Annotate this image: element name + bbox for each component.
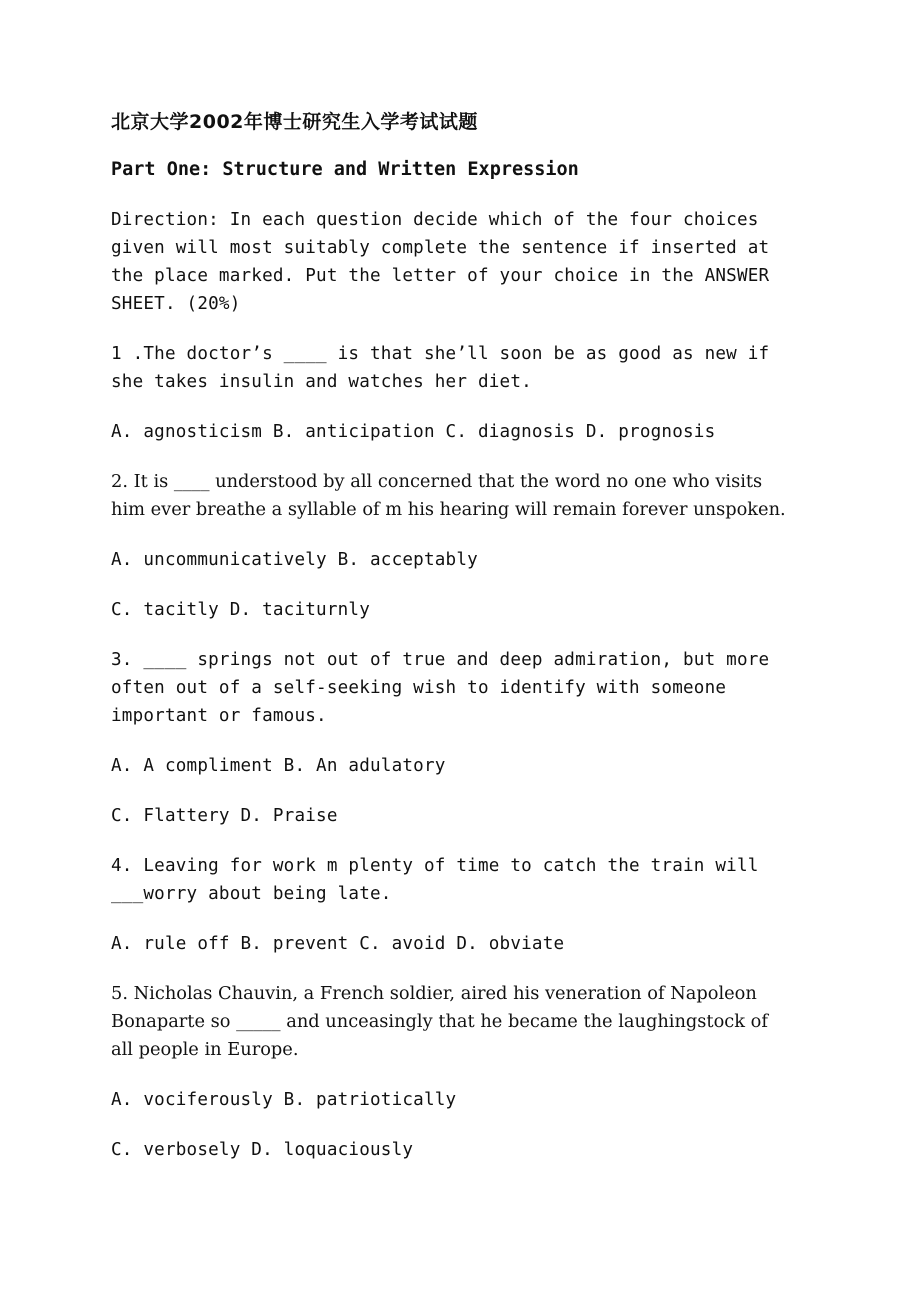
part-heading: Part One: Structure and Written Expression bbox=[111, 159, 579, 180]
direction-text: Direction: In each question decide which of the four choices given will most suitably complete the sentence if inserted at the place marked. Put the letter of your choice in the ANSWER SHEET. (20%) bbox=[111, 210, 781, 314]
question-3-options-line-1: A. A compliment B. An adulatory bbox=[111, 756, 446, 776]
page-title: 北京大学2002年博士研究生入学考试试题 bbox=[111, 111, 478, 133]
question-2-options-line-2: C. tacitly D. taciturnly bbox=[111, 600, 371, 620]
question-3-options-line-2: C. Flattery D. Praise bbox=[111, 806, 338, 826]
question-5-stem: 5. Nicholas Chauvin, a French soldier, aired his veneration of Napoleon Bonaparte so _____ and unceasingly that he became the laughingstock of all people in Europe. bbox=[111, 983, 774, 1060]
question-4-stem: 4. Leaving for work m plenty of time to catch the train will ___worry about being late. bbox=[111, 856, 770, 904]
question-2-stem: 2. It is ____ understood by all concerned that the word no one who visits him ever breathe a syllable of m his hearing will remain forever unspoken. bbox=[111, 471, 786, 520]
document-page bbox=[111, 108, 791, 1186]
question-1-options: A. agnosticism B. anticipation C. diagnosis D. prognosis bbox=[111, 422, 716, 442]
question-4-options: A. rule off B. prevent C. avoid D. obviate bbox=[111, 934, 565, 954]
question-1-stem: 1 .The doctor’s ____ is that she’ll soon be as good as new if she takes insulin and watches her diet. bbox=[111, 344, 781, 392]
question-5-options-line-1: A. vociferously B. patriotically bbox=[111, 1090, 457, 1110]
question-5-options-line-2: C. verbosely D. loquaciously bbox=[111, 1140, 414, 1160]
question-2-options-line-1: A. uncommunicatively B. acceptably bbox=[111, 550, 478, 570]
question-3-stem: 3. ____ springs not out of true and deep admiration, but more often out of a self-seeking wish to identify with someone important or famous. bbox=[111, 650, 781, 726]
